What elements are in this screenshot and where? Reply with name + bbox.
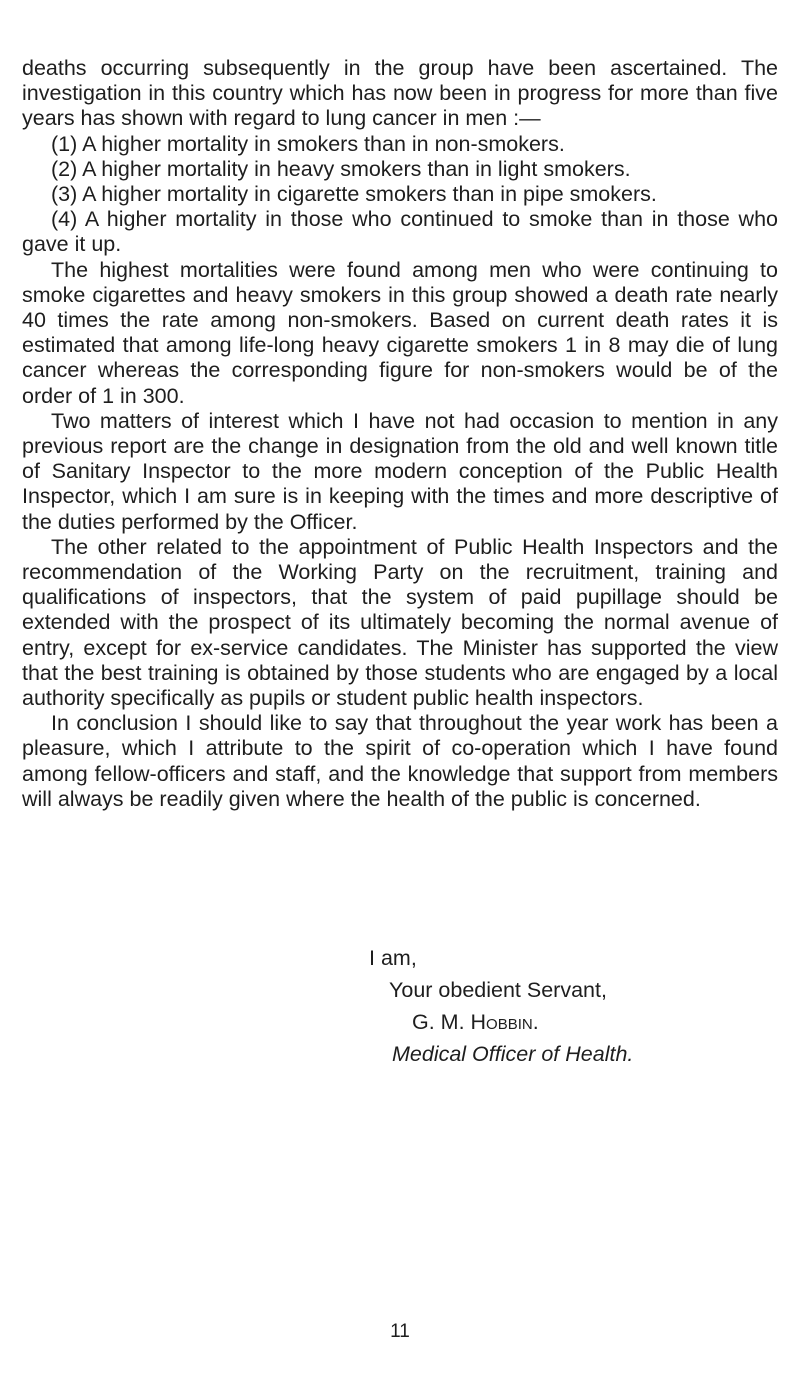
paragraph-mortalities: The highest mortalities were found among men who were continuing to smoke cigarettes and heavy smokers in this group showed a death rate nearly 40 times the rate among non-smokers. Based on current death rates it is estimated that among life-long heavy cigarette smokers 1 in 8 may die of lung cancer whereas the corresponding figure for non-smokers would be of the order of 1 in 300.: [22, 257, 778, 408]
finding-2: (2) A higher mortality in heavy smokers than in light smokers.: [51, 156, 631, 181]
body-text: [22, 56, 778, 812]
paragraph-intro: deaths occurring subsequently in the group have been ascertained. The investigation in this country which has now been in progress for more than five years has shown with regard to lung cancer in men :—: [22, 56, 778, 131]
signatory-title: Medical Officer of Health.: [392, 1042, 634, 1066]
signatory-name: G. M. Hobbin.: [412, 1010, 539, 1034]
finding-1: (1) A higher mortality in smokers than in non-smokers.: [51, 131, 565, 156]
paragraph-conclusion: In conclusion I should like to say that throughout the year work has been a pleasure, which I attribute to the spirit of co-operation which I have found among fellow-officers and staff, and the knowledge that support from members will always be readily given where the health of the public is concerned.: [22, 711, 778, 811]
closing-salutation: I am,: [369, 946, 417, 970]
page-number: 11: [390, 1321, 410, 1342]
closing-valediction: Your obedient Servant,: [389, 978, 607, 1002]
paragraph-designation: Two matters of interest which I have not had occasion to mention in any previous report are the change in designation from the old and well known title of Sanitary Inspector to the more modern conception of the Public Health Inspector, which I am sure is in keeping with the times and more descriptive of the duties performed by the Officer.: [22, 408, 778, 534]
finding-3: (3) A higher mortality in cigarette smokers than in pipe smokers.: [51, 182, 657, 207]
paragraph-appointment: The other related to the appointment of Public Health Inspectors and the recommendation of the Working Party on the recruitment, training and qualifications of inspectors, that the system of paid pupillage should be extended with the prospect of its ultimately becoming the normal avenue of entry, except for ex-service candidates. The Minister has supported the view that the best training is obtained by those students who are engaged by a local authority specifically as pupils or student public health inspectors.: [22, 534, 778, 711]
finding-4: (4) A higher mortality in those who continued to smoke than in those who gave it up.: [22, 207, 778, 257]
